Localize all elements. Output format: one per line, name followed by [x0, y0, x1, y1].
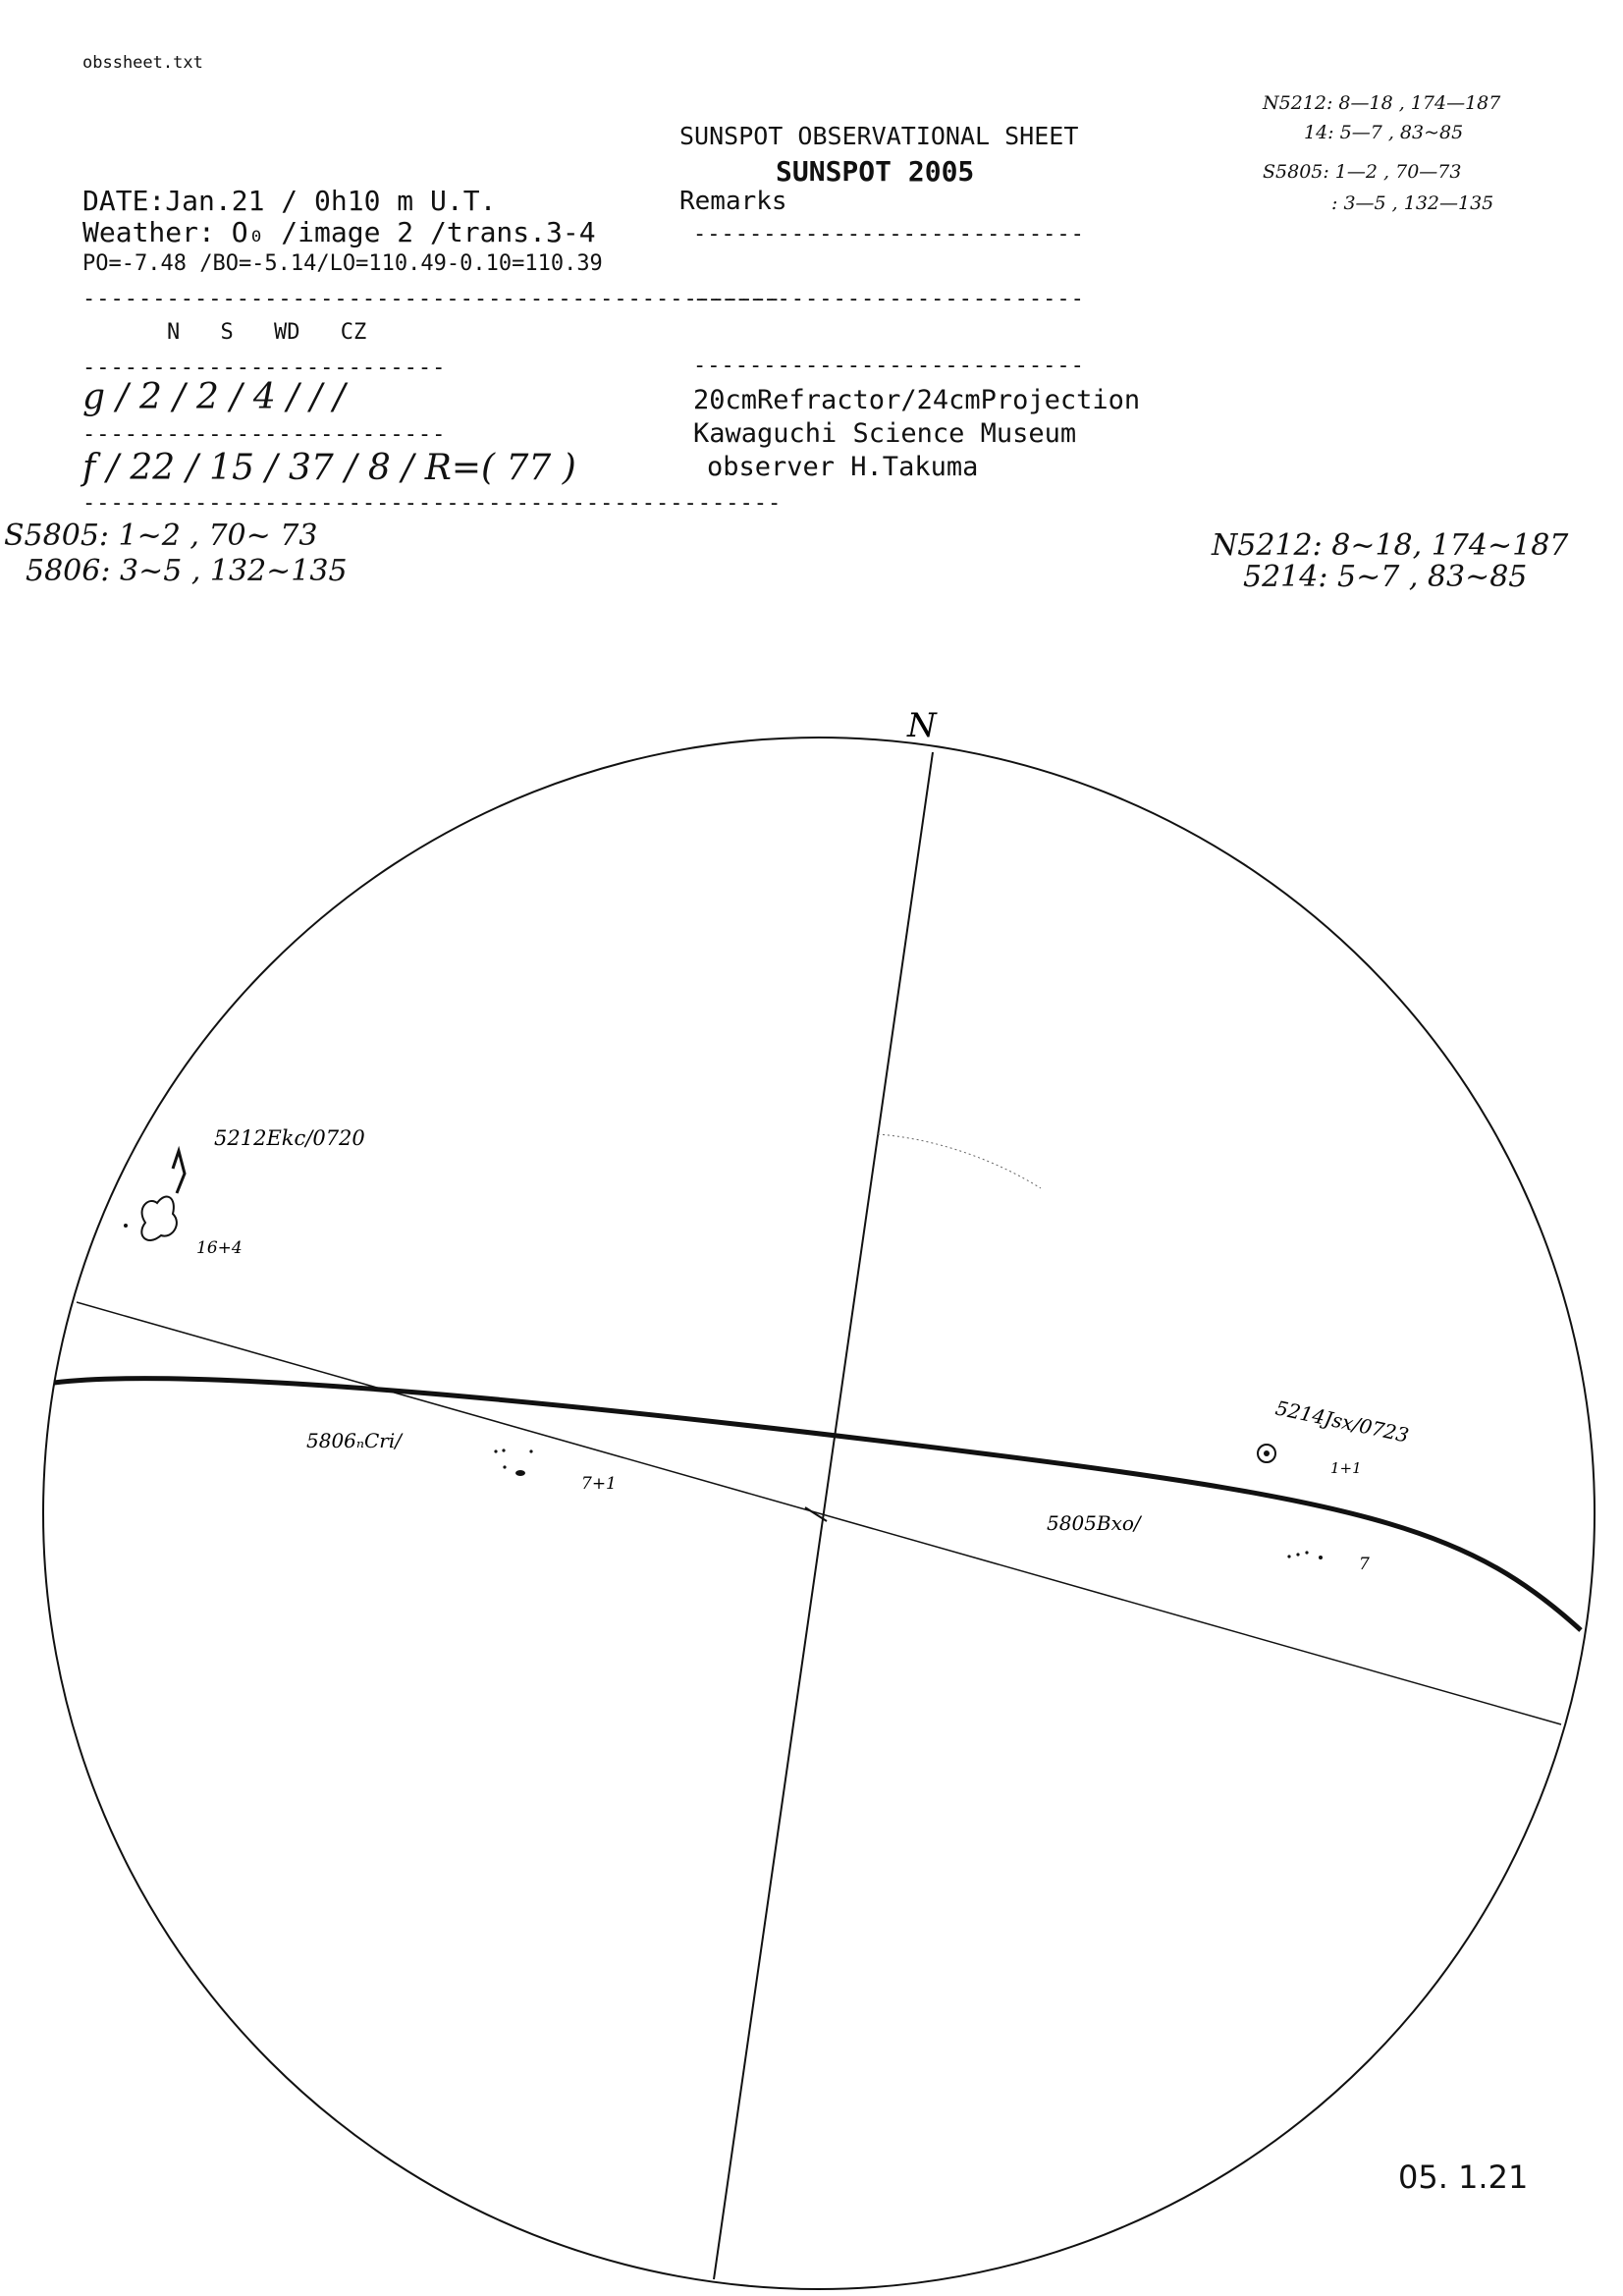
group-label-5214: 5214Jsx/0723 [1272, 1395, 1412, 1448]
faint-arc [878, 1134, 1041, 1188]
remarks-divider: ---------------------------- [693, 287, 1085, 311]
remarks-label: Remarks [679, 187, 787, 216]
corner-note: 14: 5—7 , 83~85 [1304, 122, 1464, 143]
column-divider: -------------------------- [82, 355, 447, 380]
group-label-5806: 5806ₙCri/ [306, 1429, 403, 1452]
handwritten-note-s5805: S5805: 1~2 , 70~ 73 [4, 519, 318, 553]
date-time-field: DATE:Jan.21 / 0h10 m U.T. [82, 185, 497, 217]
observer-label: observer H.Takuma [707, 452, 979, 482]
group-label-5212: 5212Ekc/0720 [214, 1126, 365, 1150]
header-divider: -------------------------------------------------- [82, 287, 783, 311]
sunspot-dot [1287, 1555, 1290, 1558]
handwritten-note-5214: 5214: 5~7 , 83~85 [1243, 560, 1528, 594]
sunspot-group-5805 [1319, 1556, 1323, 1559]
corner-note: : 3—5 , 132—135 [1331, 192, 1494, 214]
row-divider: -------------------------------------------------- [82, 491, 783, 516]
group-label-5805: 5805Bxo/ [1047, 1511, 1141, 1535]
sunspot-dot [1296, 1553, 1299, 1556]
handwritten-note-5806: 5806: 3~5 , 132~135 [26, 554, 348, 588]
corner-note: S5805: 1—2 , 70—73 [1263, 161, 1462, 183]
north-south-axis [714, 752, 933, 2279]
sunspot-dot [502, 1449, 505, 1451]
corner-note: N5212: 8—18 , 174—187 [1263, 92, 1501, 114]
sunspot-dot [1305, 1551, 1308, 1554]
weather-field: Weather: O₀ /image 2 /trans.3-4 [82, 216, 596, 248]
handwritten-note-n5212: N5212: 8~18, 174~187 [1212, 528, 1569, 563]
remarks-divider: ---------------------------- [693, 354, 1085, 378]
sunspot-dot [529, 1449, 532, 1452]
sheet-title: SUNSPOT OBSERVATIONAL SHEET [679, 122, 1079, 150]
row-divider: -------------------------- [82, 422, 447, 447]
group-count-row: g / 2 / 2 / 4 / / / [82, 377, 346, 417]
spot-count-row: f / 22 / 15 / 37 / 8 / R=( 77 ) [82, 448, 576, 488]
group-count-5805: 7 [1359, 1555, 1370, 1574]
east-west-axis [77, 1302, 1561, 1724]
group-count-5214: 1+1 [1330, 1459, 1362, 1477]
file-name: obssheet.txt [82, 53, 203, 73]
equipment-label: 20cmRefractor/24cmProjection [693, 385, 1141, 415]
group-count-5806: 7+1 [581, 1474, 617, 1494]
count-column-headers: N S WD CZ [167, 320, 367, 345]
sheet-subtitle: SUNSPOT 2005 [776, 155, 975, 188]
sunspot-dot [1264, 1450, 1270, 1456]
sunspot-dot [494, 1449, 497, 1452]
sunspot-dot [503, 1465, 506, 1468]
orientation-field: PO=-7.48 /BO=-5.14/LO=110.49-0.10=110.39 [82, 251, 603, 276]
site-label: Kawaguchi Science Museum [693, 418, 1077, 449]
north-marker: N [907, 706, 937, 745]
remarks-divider: ---------------------------- [693, 222, 1085, 246]
sunspot-dot [124, 1224, 128, 1228]
sunspot-group-5212 [141, 1197, 177, 1240]
sunspot-group-5212-trail [173, 1151, 185, 1193]
sunspot-group-5806 [515, 1470, 525, 1476]
group-count-5212: 16+4 [196, 1238, 243, 1258]
date-stamp: 05. 1.21 [1398, 2159, 1529, 2196]
